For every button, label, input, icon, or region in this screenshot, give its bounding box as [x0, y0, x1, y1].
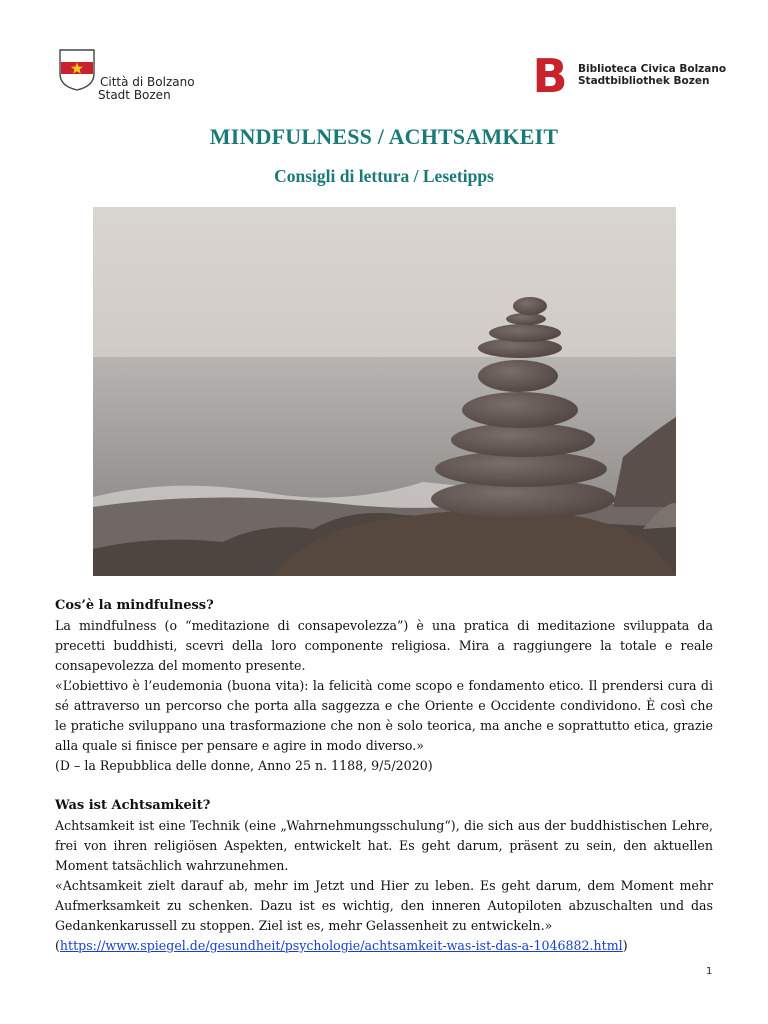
library-name-italian: Biblioteca Civica Bolzano — [578, 63, 727, 75]
library-name — [578, 63, 726, 87]
city-logo — [58, 48, 195, 102]
section-mindfulness — [55, 596, 713, 776]
city-name-german: Stadt Bozen — [98, 88, 171, 102]
section-achtsamkeit — [55, 796, 713, 956]
paragraph: La mindfulness (o “meditazione di consapevolezza”) è una pratica di meditazione sviluppata da precetti buddhisti, scevri della loro componente religiosa. Mira a raggiungere la totale e reale consapevolezza del momento presente. — [55, 618, 713, 673]
page-header — [0, 0, 768, 110]
page-title: MINDFULNESS / ACHTSAMKEIT — [209, 124, 559, 149]
city-name — [98, 75, 195, 102]
library-logo-letter: B — [532, 52, 568, 98]
section-heading: Cos’è la mindfulness? — [55, 598, 214, 613]
library-logo — [530, 52, 726, 98]
page-subtitle: Consigli di lettura / Lesetipps — [274, 166, 494, 186]
quote-paragraph: «Achtsamkeit zielt darauf ab, mehr im Jetzt und Hier zu leben. Es geht darum, dem Moment mehr Aufmerksamkeit zu schenken. Dazu ist es wichtig, den inneren Autopiloten abzuschalten und das Gedankenkarussell zu stoppen. Ziel ist es, mehr Gelassenheit zu entwickeln.» — [55, 878, 713, 933]
paren-close: ) — [622, 938, 628, 953]
paragraph: Achtsamkeit ist eine Technik (eine „Wahrnehmungsschulung“), die sich aus der buddhistischen Lehre, frei von ihren religiösen Aspekten, entwickelt hat. Es geht darum, präsent zu sein, den aktuellen Moment tatsächlich wahrzunehmen. — [55, 818, 713, 873]
article-body — [55, 596, 713, 956]
library-name-german: Stadtbibliothek Bozen — [578, 75, 710, 87]
library-b-icon — [530, 52, 570, 98]
source-link[interactable]: https://www.spiegel.de/gesundheit/psychologie/achtsamkeit-was-ist-das-a-1046882.html — [59, 938, 623, 953]
source-citation: (D – la Repubblica delle donne, Anno 25 n. 1188, 9/5/2020) — [55, 758, 433, 773]
page-number: 1 — [706, 966, 713, 977]
city-name-italian: Città di Bolzano — [100, 75, 195, 89]
city-crest-icon — [58, 48, 96, 92]
stone-cairn-photo — [93, 207, 676, 576]
paren-open: ( — [55, 938, 60, 953]
section-heading: Was ist Achtsamkeit? — [55, 798, 211, 813]
source-citation — [55, 936, 713, 956]
quote-paragraph: «L’obiettivo è l’eudemonia (buona vita): la felicità come scopo e fondamento etico. Il prendersi cura di sé attraverso un percorso che porta alla saggezza e che Oriente e Occidente condividono. È così che le pratiche sviluppano una trasformazione che non è solo teorica, ma anche e soprattutto etica, grazie alla quale si finisce per pensare e agire in modo diverso.» — [55, 678, 713, 753]
section-spacer — [55, 776, 713, 796]
